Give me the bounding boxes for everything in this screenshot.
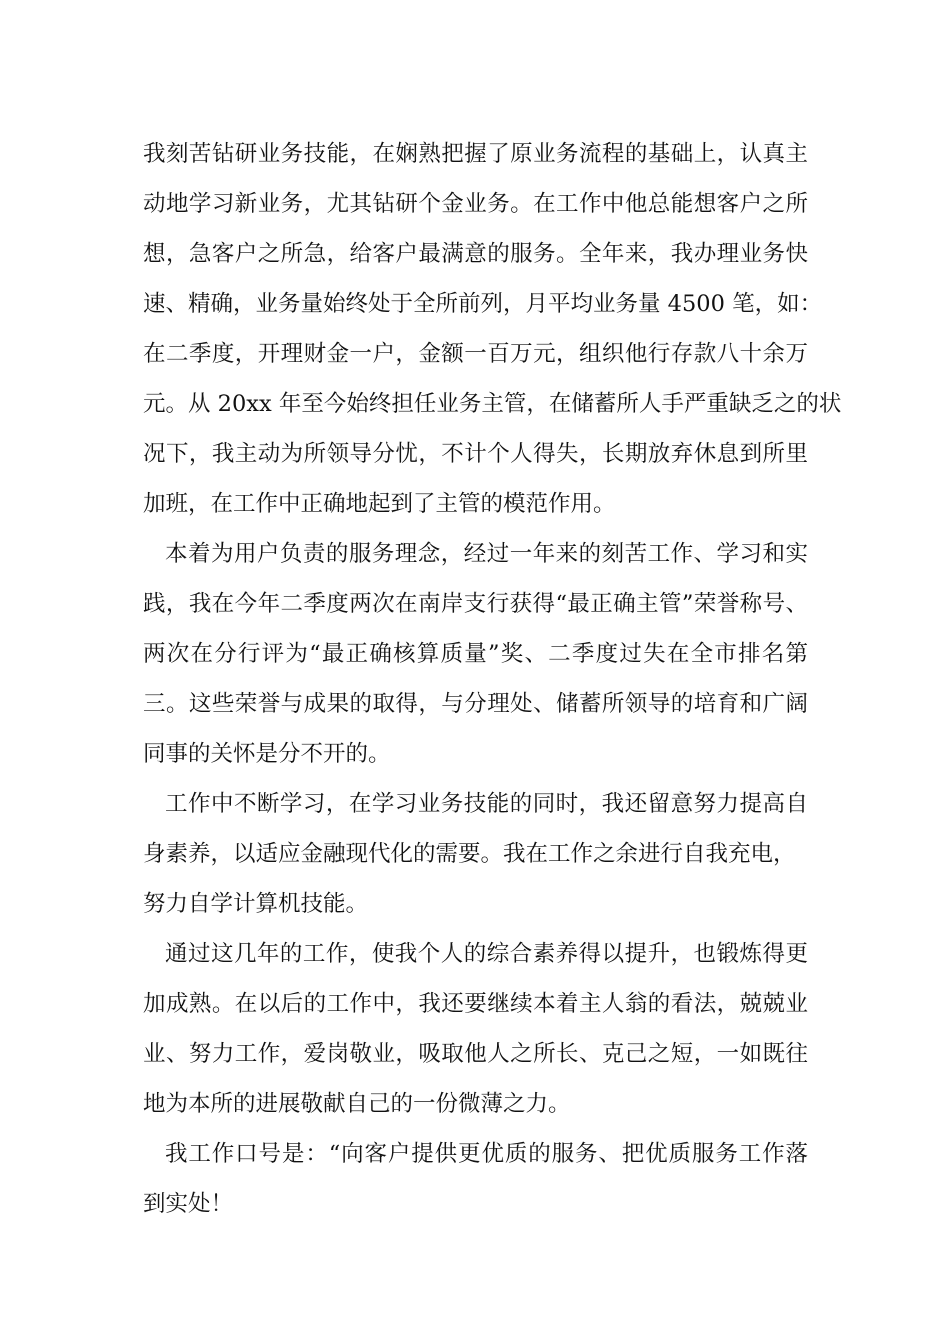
text-line: 同事的关怀是分不开的。	[143, 741, 391, 767]
text-line: 身素养，以适应金融现代化的需要。我在工作之余进行自我充电，	[143, 841, 796, 867]
paragraph-first-line: 我工作口号是：“向客户提供更优质的服务、把优质服务工作落	[165, 1141, 808, 1167]
text-line: 三。这些荣誉与成果的取得，与分理处、储蓄所领导的培育和广阔	[143, 691, 808, 717]
document-body	[143, 129, 842, 1229]
text-line: 况下，我主动为所领导分忧，不计个人得失，长期放弃休息到所里	[143, 441, 808, 467]
paragraph-first-line: 通过这几年的工作，使我个人的综合素养得以提升，也锻炼得更	[165, 941, 808, 967]
paragraph-first-line: 本着为用户负责的服务理念，经过一年来的刻苦工作、学习和实	[165, 541, 808, 567]
text-line: 两次在分行评为“最正确核算质量”奖、二季度过失在全市排名第	[143, 641, 808, 667]
text-line: 速、精确，业务量始终处于全所前列，月平均业务量 4500 笔，如：	[143, 291, 823, 317]
text-line: 到实处！	[143, 1191, 234, 1217]
paragraph-first-line: 工作中不断学习，在学习业务技能的同时，我还留意努力提高自	[165, 791, 808, 817]
text-line: 我刻苦钻研业务技能，在娴熟把握了原业务流程的基础上，认真主	[143, 141, 808, 167]
text-line: 想，急客户之所急，给客户最满意的服务。全年来，我办理业务快	[143, 241, 808, 267]
text-line: 元。从 20xx 年至今始终担任业务主管，在储蓄所人手严重缺乏之的状	[143, 391, 842, 417]
text-line: 动地学习新业务，尤其钻研个金业务。在工作中他总能想客户之所	[143, 191, 808, 217]
text-line: 业、努力工作，爱岗敬业，吸取他人之所长、克己之短，一如既往	[143, 1041, 808, 1067]
text-line: 践，我在今年二季度两次在南岸支行获得“最正确主管”荣誉称号、	[143, 591, 808, 617]
text-line: 加班，在工作中正确地起到了主管的模范作用。	[143, 491, 616, 517]
text-line: 努力自学计算机技能。	[143, 891, 369, 917]
text-line: 在二季度，开理财金一户，金额一百万元，组织他行存款八十余万	[143, 341, 808, 367]
text-line: 地为本所的进展敬献自己的一份微薄之力。	[143, 1091, 571, 1117]
text-line: 加成熟。在以后的工作中，我还要继续本着主人翁的看法，兢兢业	[143, 991, 808, 1017]
